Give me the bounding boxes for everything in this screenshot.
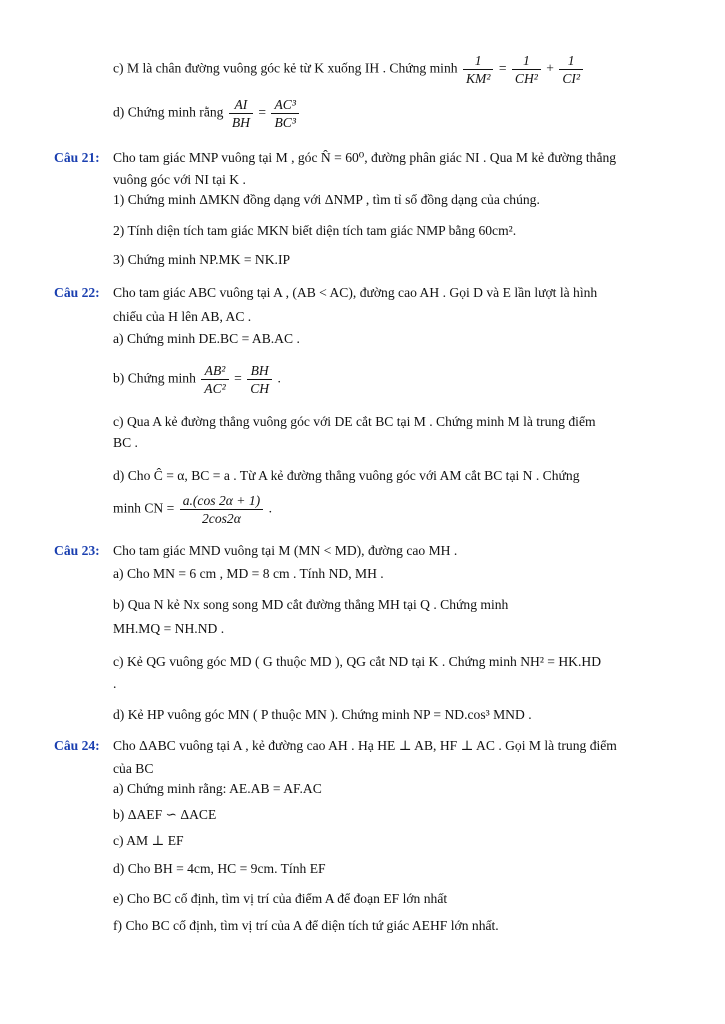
q20-part-c: c) M là chân đường vuông góc kẻ từ K xuống IH . Chứng minh $\frac{1}{\text{KM²}}$ = $\frac{1}{\text{CH²}}$ + $\frac{1}{\text{CI²}}$ (113, 52, 585, 87)
q21-part-2: 2) Tính diện tích tam giác MKN biết diện tích tam giác NMP bằng 60cm². (113, 223, 517, 238)
q23-part-d: d) Kẻ HP vuông góc MN ( P thuộc MN ). Chứng minh NP = ND.cos³ MND . (113, 707, 532, 722)
q24-line-1: Cho ΔABC vuông tại A , kẻ đường cao AH . Hạ HE ⊥ AB, HF ⊥ AC . Gọi M là trung điểm (113, 738, 617, 753)
q21-line-1: Cho tam giác MNP vuông tại M , góc N̂ = 60⁰, đường phân giác NI . Qua M kẻ đường thẳng (113, 150, 617, 165)
q22-line-1: Cho tam giác ABC vuông tại A , (AB < AC), đường cao AH . Gọi D và E lần lượt là hình (113, 285, 598, 300)
q24-part-f: f) Cho BC cố định, tìm vị trí của A để diện tích tứ giác AEHF lớn nhất. (113, 918, 499, 933)
fraction: $\frac{1}{\text{CI²}}$ (559, 52, 583, 87)
q24-part-e: e) Cho BC cố định, tìm vị trí của điểm A để đoạn EF lớn nhất (113, 891, 448, 906)
fraction: $\frac{a.(\cos 2\alpha + 1)}{2\cos 2\alpha}$ (180, 492, 263, 527)
q23-part-b-2: MH.MQ = NH.ND . (113, 621, 225, 636)
fraction: $\frac{\text{AC³}}{\text{BC³}}$ (271, 96, 298, 131)
q20-part-d: d) Chứng minh rằng $\frac{AI}{BH}$ = $\frac{\text{AC³}}{\text{BC³}}$ (113, 96, 301, 131)
q24-line-2: của BC (113, 761, 154, 776)
q22-line-2: chiếu của H lên AB, AC . (113, 309, 252, 324)
q24-part-d: d) Cho BH = 4cm, HC = 9cm. Tính EF (113, 861, 326, 876)
q24-part-c: c) AM ⊥ EF (113, 833, 184, 848)
fraction: $\frac{1}{\text{KM²}}$ (463, 52, 493, 87)
q24-part-b: b) ΔAEF ∽ ΔACE (113, 807, 217, 822)
question-label: Câu 24: (54, 738, 100, 753)
q21-part-3: 3) Chứng minh NP.MK = NK.IP (113, 252, 291, 267)
fraction: $\frac{AI}{BH}$ (229, 96, 253, 131)
q21-line-2: vuông góc với NI tại K . (113, 172, 246, 187)
q22-part-d-1: d) Cho Ĉ = α, BC = a . Từ A kẻ đường thẳng vuông góc với AM cắt BC tại N . Chứng (113, 468, 580, 483)
fraction: $\frac{BH}{CH}$ (247, 362, 272, 397)
q22-part-b: b) Chứng minh $\frac{\text{AB²}}{\text{AC²}}$ = $\frac{BH}{CH}$ . (113, 363, 281, 396)
question-label: Câu 21: (54, 150, 100, 165)
q20-c-text: c) M là chân đường vuông góc kẻ từ K xuống IH . Chứng minh (113, 60, 458, 76)
question-label: Câu 22: (54, 285, 100, 300)
q20-d-text: d) Chứng minh rằng (113, 104, 224, 120)
q22-part-d-2: minh CN = $\frac{a.(\cos 2\alpha + 1)}{2\cos 2\alpha}$ . (113, 493, 272, 526)
q22-part-a: a) Chứng minh DE.BC = AB.AC . (113, 331, 300, 346)
q23-part-c-1: c) Kẻ QG vuông góc MD ( G thuộc MD ), QG cắt ND tại K . Chứng minh NH² = HK.HD (113, 654, 602, 669)
q21-part-1: 1) Chứng minh ΔMKN đồng dạng với ΔNMP , tìm tỉ số đồng dạng của chúng. (113, 192, 540, 207)
fraction: $\frac{1}{\text{CH²}}$ (512, 52, 541, 87)
q24-part-a: a) Chứng minh rằng: AE.AB = AF.AC (113, 781, 322, 796)
fraction: $\frac{\text{AB²}}{\text{AC²}}$ (201, 362, 228, 397)
q22-part-c-1: c) Qua A kẻ đường thẳng vuông góc với DE cắt BC tại M . Chứng minh M là trung điểm (113, 414, 596, 429)
q23-part-b-1: b) Qua N kẻ Nx song song MD cắt đường thẳng MH tại Q . Chứng minh (113, 597, 509, 612)
q23-line-1: Cho tam giác MND vuông tại M (MN < MD), đường cao MH . (113, 543, 458, 558)
question-label: Câu 23: (54, 543, 100, 558)
q22-part-c-2: BC . (113, 435, 138, 450)
q23-part-a: a) Cho MN = 6 cm , MD = 8 cm . Tính ND, MH . (113, 566, 384, 581)
q23-part-c-2: . (113, 676, 117, 691)
